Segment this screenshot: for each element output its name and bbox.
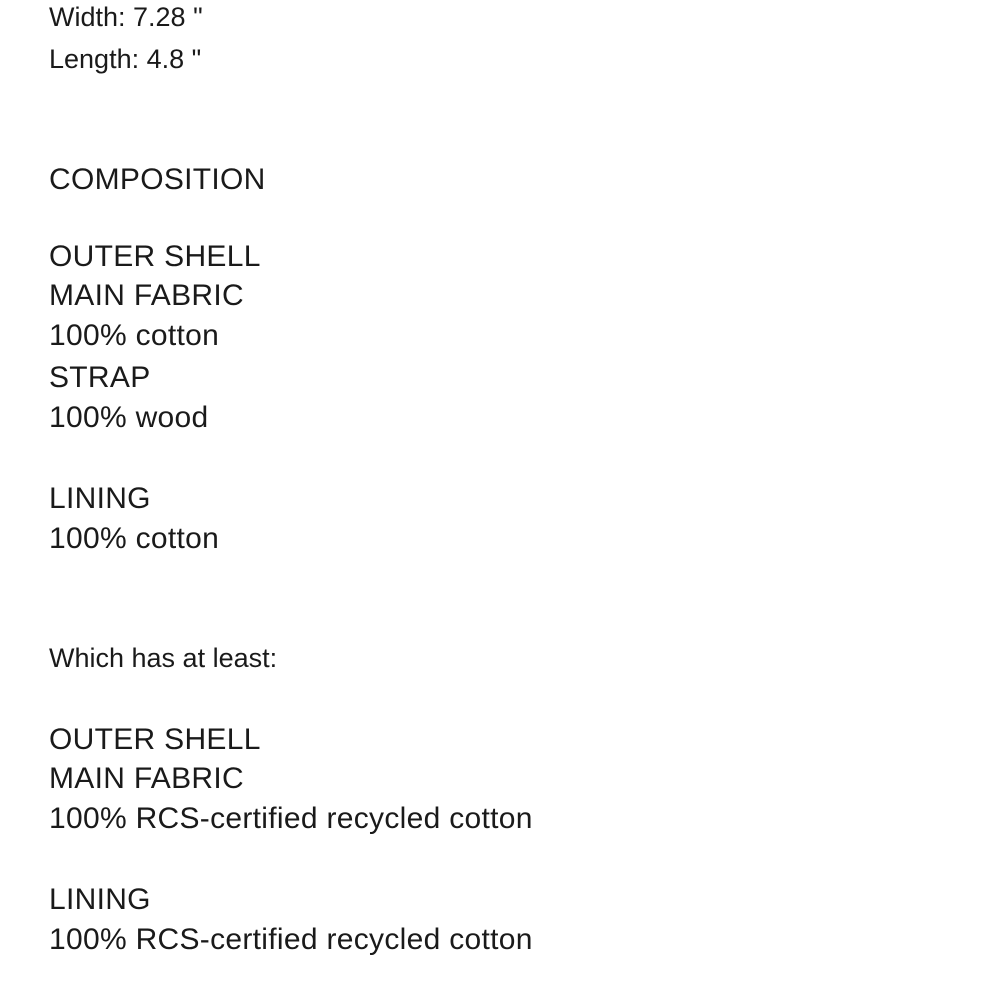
lining-value: 100% cotton — [49, 522, 220, 555]
certified-lining-label: LINING — [49, 883, 151, 916]
width-text: Width: 7.28 " — [49, 2, 203, 32]
certified-outer-shell-label: OUTER SHELL — [49, 723, 261, 756]
main-fabric-label: MAIN FABRIC — [49, 279, 244, 312]
composition-heading: COMPOSITION — [49, 163, 266, 196]
outer-shell-label: OUTER SHELL — [49, 240, 261, 273]
certified-main-fabric-value: 100% RCS-certified recycled cotton — [49, 802, 533, 835]
main-fabric-value: 100% cotton — [49, 319, 220, 352]
certified-main-fabric-label: MAIN FABRIC — [49, 762, 244, 795]
strap-value: 100% wood — [49, 401, 209, 434]
certified-intro: Which has at least: — [49, 643, 278, 673]
length-text: Length: 4.8 " — [49, 44, 202, 74]
certified-lining-value: 100% RCS-certified recycled cotton — [49, 923, 533, 956]
lining-label: LINING — [49, 482, 151, 515]
strap-label: STRAP — [49, 361, 151, 394]
